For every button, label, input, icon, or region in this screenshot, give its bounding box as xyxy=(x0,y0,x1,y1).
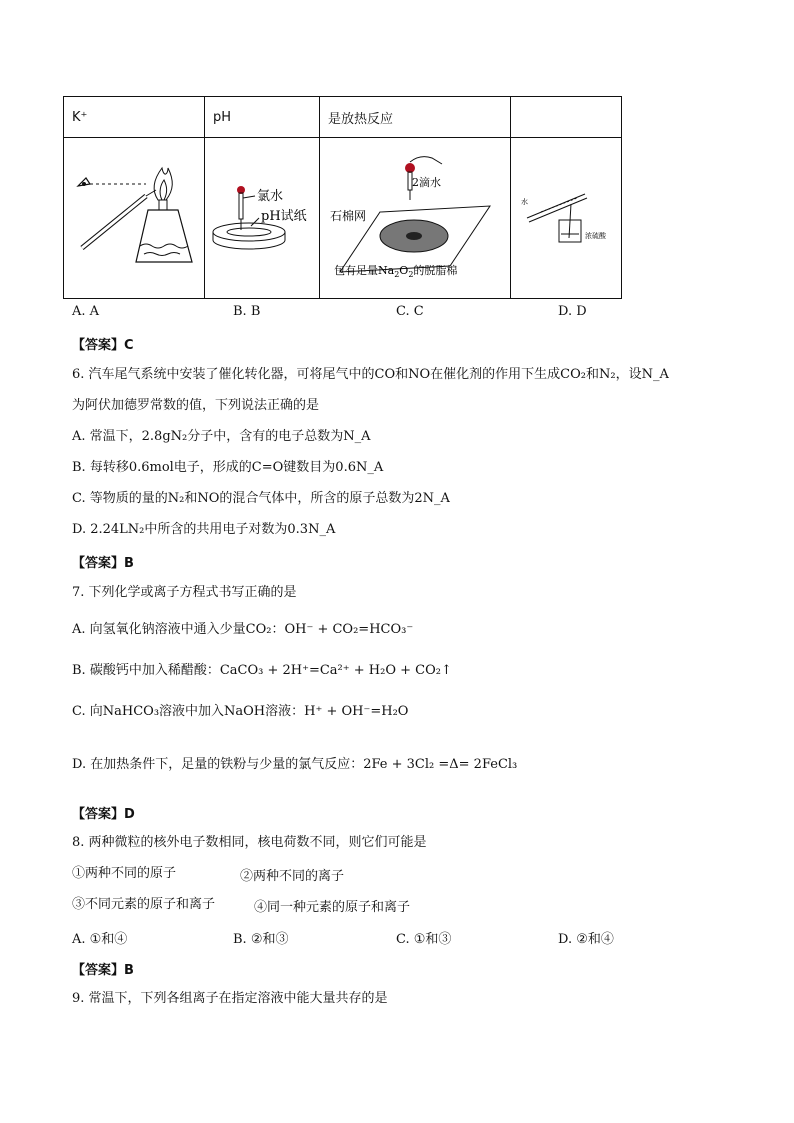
ph-test-illustration xyxy=(205,138,319,294)
q8-option-d: D. ②和④ xyxy=(558,932,614,947)
q8-option-c: C. ①和③ xyxy=(396,932,452,947)
q7-option-c: C. 向NaHCO₃溶液中加入NaOH溶液：H⁺ + OH⁻=H₂O xyxy=(72,704,409,719)
experiment-table xyxy=(63,96,622,299)
ph-paper-label: pH试纸 xyxy=(261,209,307,224)
q6-option-d: D. 2.24LN₂中所含的共用电子对数为0.3N_A xyxy=(72,522,336,537)
q5-option-d: D. D xyxy=(558,304,587,319)
q7-option-b: B. 碳酸钙中加入稀醋酸：CaCO₃ + 2H⁺=Ca²⁺ + H₂O + CO₂↑ xyxy=(72,663,452,678)
q7-option-d: D. 在加热条件下，足量的铁粉与少量的氯气反应：2Fe + 3Cl₂ =Δ= 2FeCl₃ xyxy=(72,757,518,772)
q8-item-2: ②两种不同的离子 xyxy=(240,869,345,884)
q5-option-c: C. C xyxy=(396,304,424,319)
header-exothermic: 是放热反应 xyxy=(320,97,511,138)
q8-option-b: B. ②和③ xyxy=(233,932,289,947)
dilution-figure xyxy=(511,138,622,299)
q8-item-3: ③不同元素的原子和离子 xyxy=(72,897,216,912)
water-label: 水 xyxy=(521,198,528,206)
ph-test-figure xyxy=(205,138,320,299)
q8-item-1: ①两种不同的原子 xyxy=(72,866,177,881)
header-empty xyxy=(511,97,622,138)
flame-test-figure xyxy=(64,138,205,299)
q9-stem: 9. 常温下，下列各组离子在指定溶液中能大量共存的是 xyxy=(72,991,388,1006)
q6-stem-line1: 6. 汽车尾气系统中安装了催化转化器，可将尾气中的CO和NO在催化剂的作用下生成CO₂和N₂，设N_A xyxy=(72,367,669,382)
q5-answer: 【答案】C xyxy=(72,338,134,353)
q7-option-a: A. 向氢氧化钠溶液中通入少量CO₂：OH⁻ + CO₂=HCO₃⁻ xyxy=(72,622,414,637)
q6-option-a: A. 常温下，2.8gN₂分子中，含有的电子总数为N_A xyxy=(72,429,371,444)
header-k-ion: K⁺ xyxy=(64,97,205,138)
q7-answer: 【答案】D xyxy=(72,807,135,822)
dilution-illustration xyxy=(511,138,621,294)
flame-test-illustration xyxy=(64,138,204,294)
asbestos-net-label: 石棉网 xyxy=(330,209,367,223)
q8-option-a: A. ①和④ xyxy=(72,932,128,947)
cotton-label: 包有足量$Na_2O_2$的脱脂棉 xyxy=(334,264,458,279)
q6-option-c: C. 等物质的量的N₂和NO的混合气体中，所含的原子总数为2N_A xyxy=(72,491,450,506)
q6-stem-line2: 为阿伏加德罗常数的值，下列说法正确的是 xyxy=(72,398,320,413)
q6-answer: 【答案】B xyxy=(72,556,134,571)
conc-sulfuric-label: 浓硫酸 xyxy=(585,232,606,240)
q8-stem: 8. 两种微粒的核外电子数相同，核电荷数不同，则它们可能是 xyxy=(72,835,427,850)
na2o2-test-figure xyxy=(320,138,511,299)
chlorine-water-label: 氯水 xyxy=(257,189,284,204)
q5-option-b: B. B xyxy=(233,304,261,319)
two-drops-label: 2滴水 xyxy=(412,176,441,189)
q8-answer: 【答案】B xyxy=(72,963,134,978)
na2o2-illustration xyxy=(320,138,510,294)
q7-stem: 7. 下列化学或离子方程式书写正确的是 xyxy=(72,585,297,600)
q6-option-b: B. 每转移0.6mol电子，形成的C=O键数目为0.6N_A xyxy=(72,460,384,475)
header-ph: pH xyxy=(205,97,320,138)
q5-option-a: A. A xyxy=(72,304,100,319)
q8-item-4: ④同一种元素的原子和离子 xyxy=(254,900,411,915)
